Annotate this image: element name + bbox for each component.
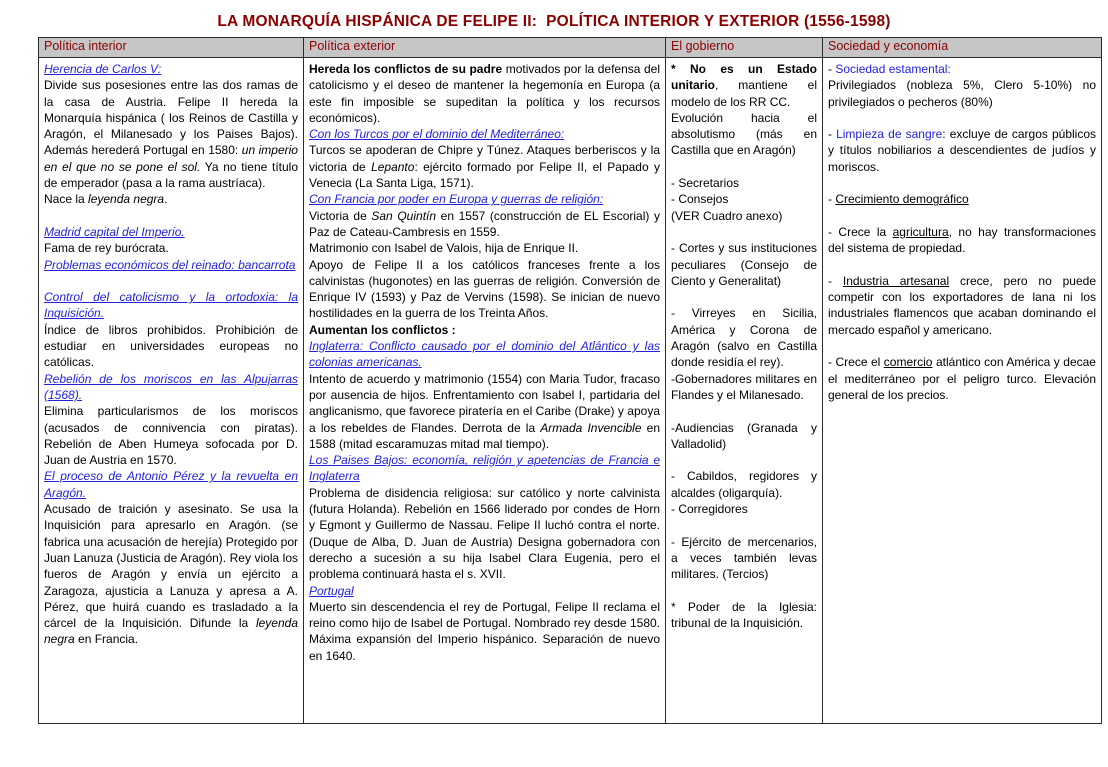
link-styled-text: Inglaterra: Conflicto causado por el dominio del Atlántico y las colonias americanas.: [309, 339, 660, 370]
text-run: (VER Cuadro anexo): [671, 208, 783, 223]
paragraph: [309, 371, 660, 452]
table-body-row: [39, 58, 1101, 723]
paragraph: [309, 322, 660, 338]
text-run: motivados por la defensa del catolicismo y el deseo de mantener la hegemonía en Europa (a este fin imposible se supeditan la política y los recursos económicos).: [309, 62, 660, 125]
header-sociedad-y-economia: Sociedad y economía: [828, 39, 949, 53]
paragraph: [828, 175, 1096, 191]
text-run: -Gobernadores militares en Flandes y el Milanesado.: [671, 371, 817, 402]
text-run: - Secretarios: [671, 176, 740, 191]
paragraph: [671, 420, 817, 453]
text-run: Armada Invencible: [540, 420, 642, 435]
text-run: Victoria de: [309, 208, 372, 223]
paragraph: [309, 240, 660, 256]
paragraph: [828, 338, 1096, 354]
column-politica-interior: [39, 58, 304, 723]
text-run: Sociedad estamental:: [835, 62, 951, 76]
text-run: atlántico con América y decae el mediterráneo por el peligro turco. Elevación general de los precios.: [828, 355, 1096, 402]
paragraph: [828, 126, 1096, 175]
paragraph: [828, 273, 1096, 338]
paragraph: [44, 224, 298, 240]
text-run: - Crece la: [828, 224, 893, 239]
paragraph: [309, 142, 660, 191]
paragraph: [44, 240, 298, 256]
column-el-gobierno: [666, 58, 823, 723]
paragraph: [828, 191, 1096, 207]
text-run: San Quintín: [371, 208, 437, 223]
text-run: Fama de rey burócrata.: [44, 241, 169, 256]
paragraph: [44, 289, 298, 322]
page-title: LA MONARQUÍA HISPÁNICA DE FELIPE II: POLÍTICA INTERIOR Y EXTERIOR (1556-1598): [217, 13, 891, 30]
column-sociedad-y-economia: [823, 58, 1101, 723]
paragraph: [828, 61, 1096, 77]
text-run: agricultura: [892, 224, 949, 239]
text-run: -: [828, 273, 843, 288]
paragraph: [309, 599, 660, 664]
text-run: - Consejos: [671, 192, 729, 207]
text-run: - Cabildos, regidores y alcaldes (oligarquía).: [671, 469, 817, 500]
text-run: Turcos se apoderan de Chipre y Túnez. Ataques berberiscos y la victoria de: [309, 143, 660, 174]
paragraph: [44, 191, 298, 207]
paragraph: [671, 159, 817, 175]
paragraph: [44, 77, 298, 191]
link-styled-text: Herencia de Carlos V:: [44, 62, 162, 76]
paragraph: [671, 191, 817, 207]
summary-table: [38, 37, 1102, 724]
text-run: Intento de acuerdo y matrimonio (1554) con Maria Tudor, fracaso por ausencia de hijos. Enfrentamiento con Isabel I, partidaria del anglicanismo, que favorece piratería en el Caribe (Drake) y apoya a los rebeldes de Flandes. Derrota de la: [309, 371, 660, 435]
paragraph: [44, 208, 298, 224]
paragraph: [671, 517, 817, 533]
paragraph: [309, 191, 660, 207]
text-run: Nace la: [44, 192, 89, 207]
text-run: , mantiene el modelo de los RR CC.: [671, 78, 817, 109]
text-run: en 1588 (mitad escaramuzas mitad mal tiempo).: [309, 420, 660, 451]
paragraph: [671, 61, 817, 110]
text-run: Aumentan los conflictos :: [309, 322, 456, 337]
paragraph: [671, 110, 817, 159]
text-run: leyenda negra: [44, 616, 298, 647]
paragraph: [671, 403, 817, 419]
paragraph: [671, 289, 817, 305]
paragraph: [309, 338, 660, 371]
paragraph: [44, 61, 298, 77]
paragraph: [828, 354, 1096, 403]
text-run: un imperio en el que no se pone el sol.: [44, 143, 298, 174]
text-run: : ejército formado por Felipe II, el Papado y Venecia (La Santa Liga, 1571).: [309, 159, 661, 191]
link-styled-text: El proceso de Antonio Pérez y la revuelta en Aragón.: [44, 469, 298, 500]
text-run: - Cortes y sus instituciones peculiares (Consejo de Ciento y Generalitat): [671, 241, 817, 288]
paragraph: [671, 305, 817, 370]
text-run: , no hay transformaciones del sistema de propiedad.: [828, 224, 1096, 256]
paragraph: [828, 110, 1096, 126]
link-styled-text: Los Paises Bajos: economía, religión y apetencias de Francia e Inglaterra: [309, 453, 660, 484]
paragraph: [671, 224, 817, 240]
text-run: -: [828, 62, 836, 76]
header-politica-interior: Política interior: [39, 38, 304, 57]
text-run: - Corregidores: [671, 502, 748, 517]
link-styled-text: Control del catolicismo y la ortodoxia: la Inquisición.: [44, 290, 298, 321]
text-run: leyenda negra: [88, 192, 165, 207]
header-politica-exterior: Política exterior: [304, 38, 666, 57]
paragraph: [44, 403, 298, 468]
paragraph: [309, 257, 660, 322]
paragraph: [671, 599, 817, 632]
paragraph: [671, 534, 817, 583]
paragraph: [671, 452, 817, 468]
text-run: Matrimonio con Isabel de Valois, hija de Enrique II.: [309, 241, 579, 256]
text-run: Problema de disidencia religiosa: sur católico y norte calvinista (futura Holanda). Rebelión en 1566 liderado por condes de Horn y Egmont y Guillermo de Nassau. Felipe II luchó contra el norte. (Duque de Alba, D. Juan de Austria) Designa gobernadora con derecho a sucesión a su hija Isabel Clara Eugenia, pero el problema continuará hasta el s. XVII.: [309, 485, 660, 582]
paragraph: [44, 273, 298, 289]
text-run: Índice de libros prohibidos. Prohibición de estudiar en universidades europeas no católicas.: [44, 322, 298, 370]
paragraph: [671, 501, 817, 517]
text-run: en 1557 (construcción de EL Escorial) y Paz de Cateau-Cambresis en 1559.: [309, 208, 660, 239]
text-run: en Francia.: [74, 632, 139, 647]
paragraph: [44, 468, 298, 501]
link-styled-text: Con los Turcos por el dominio del Mediterráneo:: [309, 127, 565, 142]
text-run: Divide sus posesiones entre las dos ramas de la casa de Austria. Felipe II hereda la Monarquía hispánica ( los Reinos de Castilla y Aragón, el Milanesado y los Paises Bajos). Además herederá Portugal en 1580:: [44, 78, 298, 158]
text-run: - Crece el: [828, 355, 884, 370]
text-run: Lepanto: [371, 159, 415, 174]
paragraph: [828, 224, 1096, 257]
paragraph: [44, 501, 298, 648]
text-run: -Audiencias (Granada y Valladolid): [671, 420, 817, 451]
text-run: Privilegiados (nobleza 5%, Clero 5-10%) no privilegiados o pecheros (80%): [828, 78, 1096, 109]
text-run: Hereda los conflictos de su padre: [309, 62, 503, 76]
paragraph: [44, 371, 298, 404]
text-run: - Virreyes en Sicilia, América y Corona de Aragón (salvo en Castilla donde residía el rey).: [671, 306, 817, 370]
paragraph: [828, 208, 1096, 224]
text-run: : excluye de cargos públicos y títulos nobiliarios a descendientes de judíos y moriscos.: [828, 127, 1097, 174]
paragraph: [309, 126, 660, 142]
paragraph: [671, 208, 817, 224]
text-run: Ya no tiene título de emperador (pasa a la rama austríaca).: [44, 159, 298, 191]
paragraph: [309, 485, 660, 583]
document-page: [0, 13, 1108, 767]
paragraph: [671, 583, 817, 599]
paragraph: [309, 208, 660, 241]
text-run: Acusado de traición y asesinato. Se usa la Inquisición para apresarlo en Aragón. (se fabrica una acusación de herejía) Protegido por Juan Lanuza (Justicia de Aragón). Rey viola los fueros de Aragón y envía un ejército a Zaragoza, ajusticia a Lanuza y apresa a A. Pérez, que huirá cuando es trasladado a la cárcel de la Inquisición. Difunde la: [44, 502, 298, 631]
text-run: Limpieza de sangre: [836, 127, 943, 142]
text-run: Industria artesanal: [842, 273, 950, 288]
text-run: crece, pero no puede competir con los exportadores de lana ni los industriales flamencos que acaban dominando el mercado español y americano.: [828, 273, 1096, 337]
paragraph: [828, 257, 1096, 273]
text-run: .: [164, 192, 168, 207]
link-styled-text: Con Francia por poder en Europa y guerras de religión:: [309, 192, 604, 207]
link-styled-text: Madrid capital del Imperio.: [44, 224, 185, 239]
text-run: Evolución hacia el absolutismo (más en Castilla que en Aragón): [671, 110, 817, 158]
text-run: Apoyo de Felipe II a los católicos franceses frente a los calvinistas (hugonotes) en las guerras de religión. Conversión de Enrique IV (1593) y Paz de Vervins (1598). Se inician de nuevo hostilidades en la guerra de los Treinta Años.: [309, 257, 660, 321]
table-header-row: [39, 38, 1101, 58]
paragraph: [309, 61, 660, 126]
text-run: Muerto sin descendencia el rey de Portugal, Felipe II reclama el reino como hijo de Isabel de Portugal. Nombrado rey desde 1580. Máxima expansión del Imperio hispánico. Separación de nuevo en 1640.: [309, 599, 660, 663]
paragraph: [671, 240, 817, 289]
paragraph: [44, 257, 298, 273]
link-styled-text: Rebelión de los moriscos en las Alpujarras (1568).: [44, 371, 298, 402]
paragraph: [671, 468, 817, 501]
text-run: -: [828, 127, 837, 142]
text-run: comercio: [883, 355, 933, 370]
text-run: - Ejército de mercenarios, a veces también levas militares. (Tercios): [671, 534, 817, 582]
text-run: Crecimiento demográfico: [835, 192, 969, 207]
paragraph: [671, 175, 817, 191]
paragraph: [44, 322, 298, 371]
paragraph: [309, 583, 660, 599]
text-run: * No es un Estado unitario: [671, 62, 817, 93]
text-run: * Poder de la Iglesia: tribunal de la Inquisición.: [671, 599, 817, 631]
paragraph: [671, 371, 817, 404]
column-politica-exterior: [304, 58, 666, 723]
link-styled-text: Portugal: [309, 583, 354, 598]
header-el-gobierno: El gobierno: [666, 38, 823, 57]
paragraph: [309, 452, 660, 485]
text-run: -: [828, 192, 836, 207]
paragraph: [828, 77, 1096, 110]
text-run: Elimina particularismos de los moriscos (acusados de connivencia con piratas). Rebelión de Aben Humeya sofocada por D. Juan de Austria en 1570.: [44, 404, 298, 468]
link-styled-text: Problemas económicos del reinado: bancarrota: [44, 257, 296, 272]
